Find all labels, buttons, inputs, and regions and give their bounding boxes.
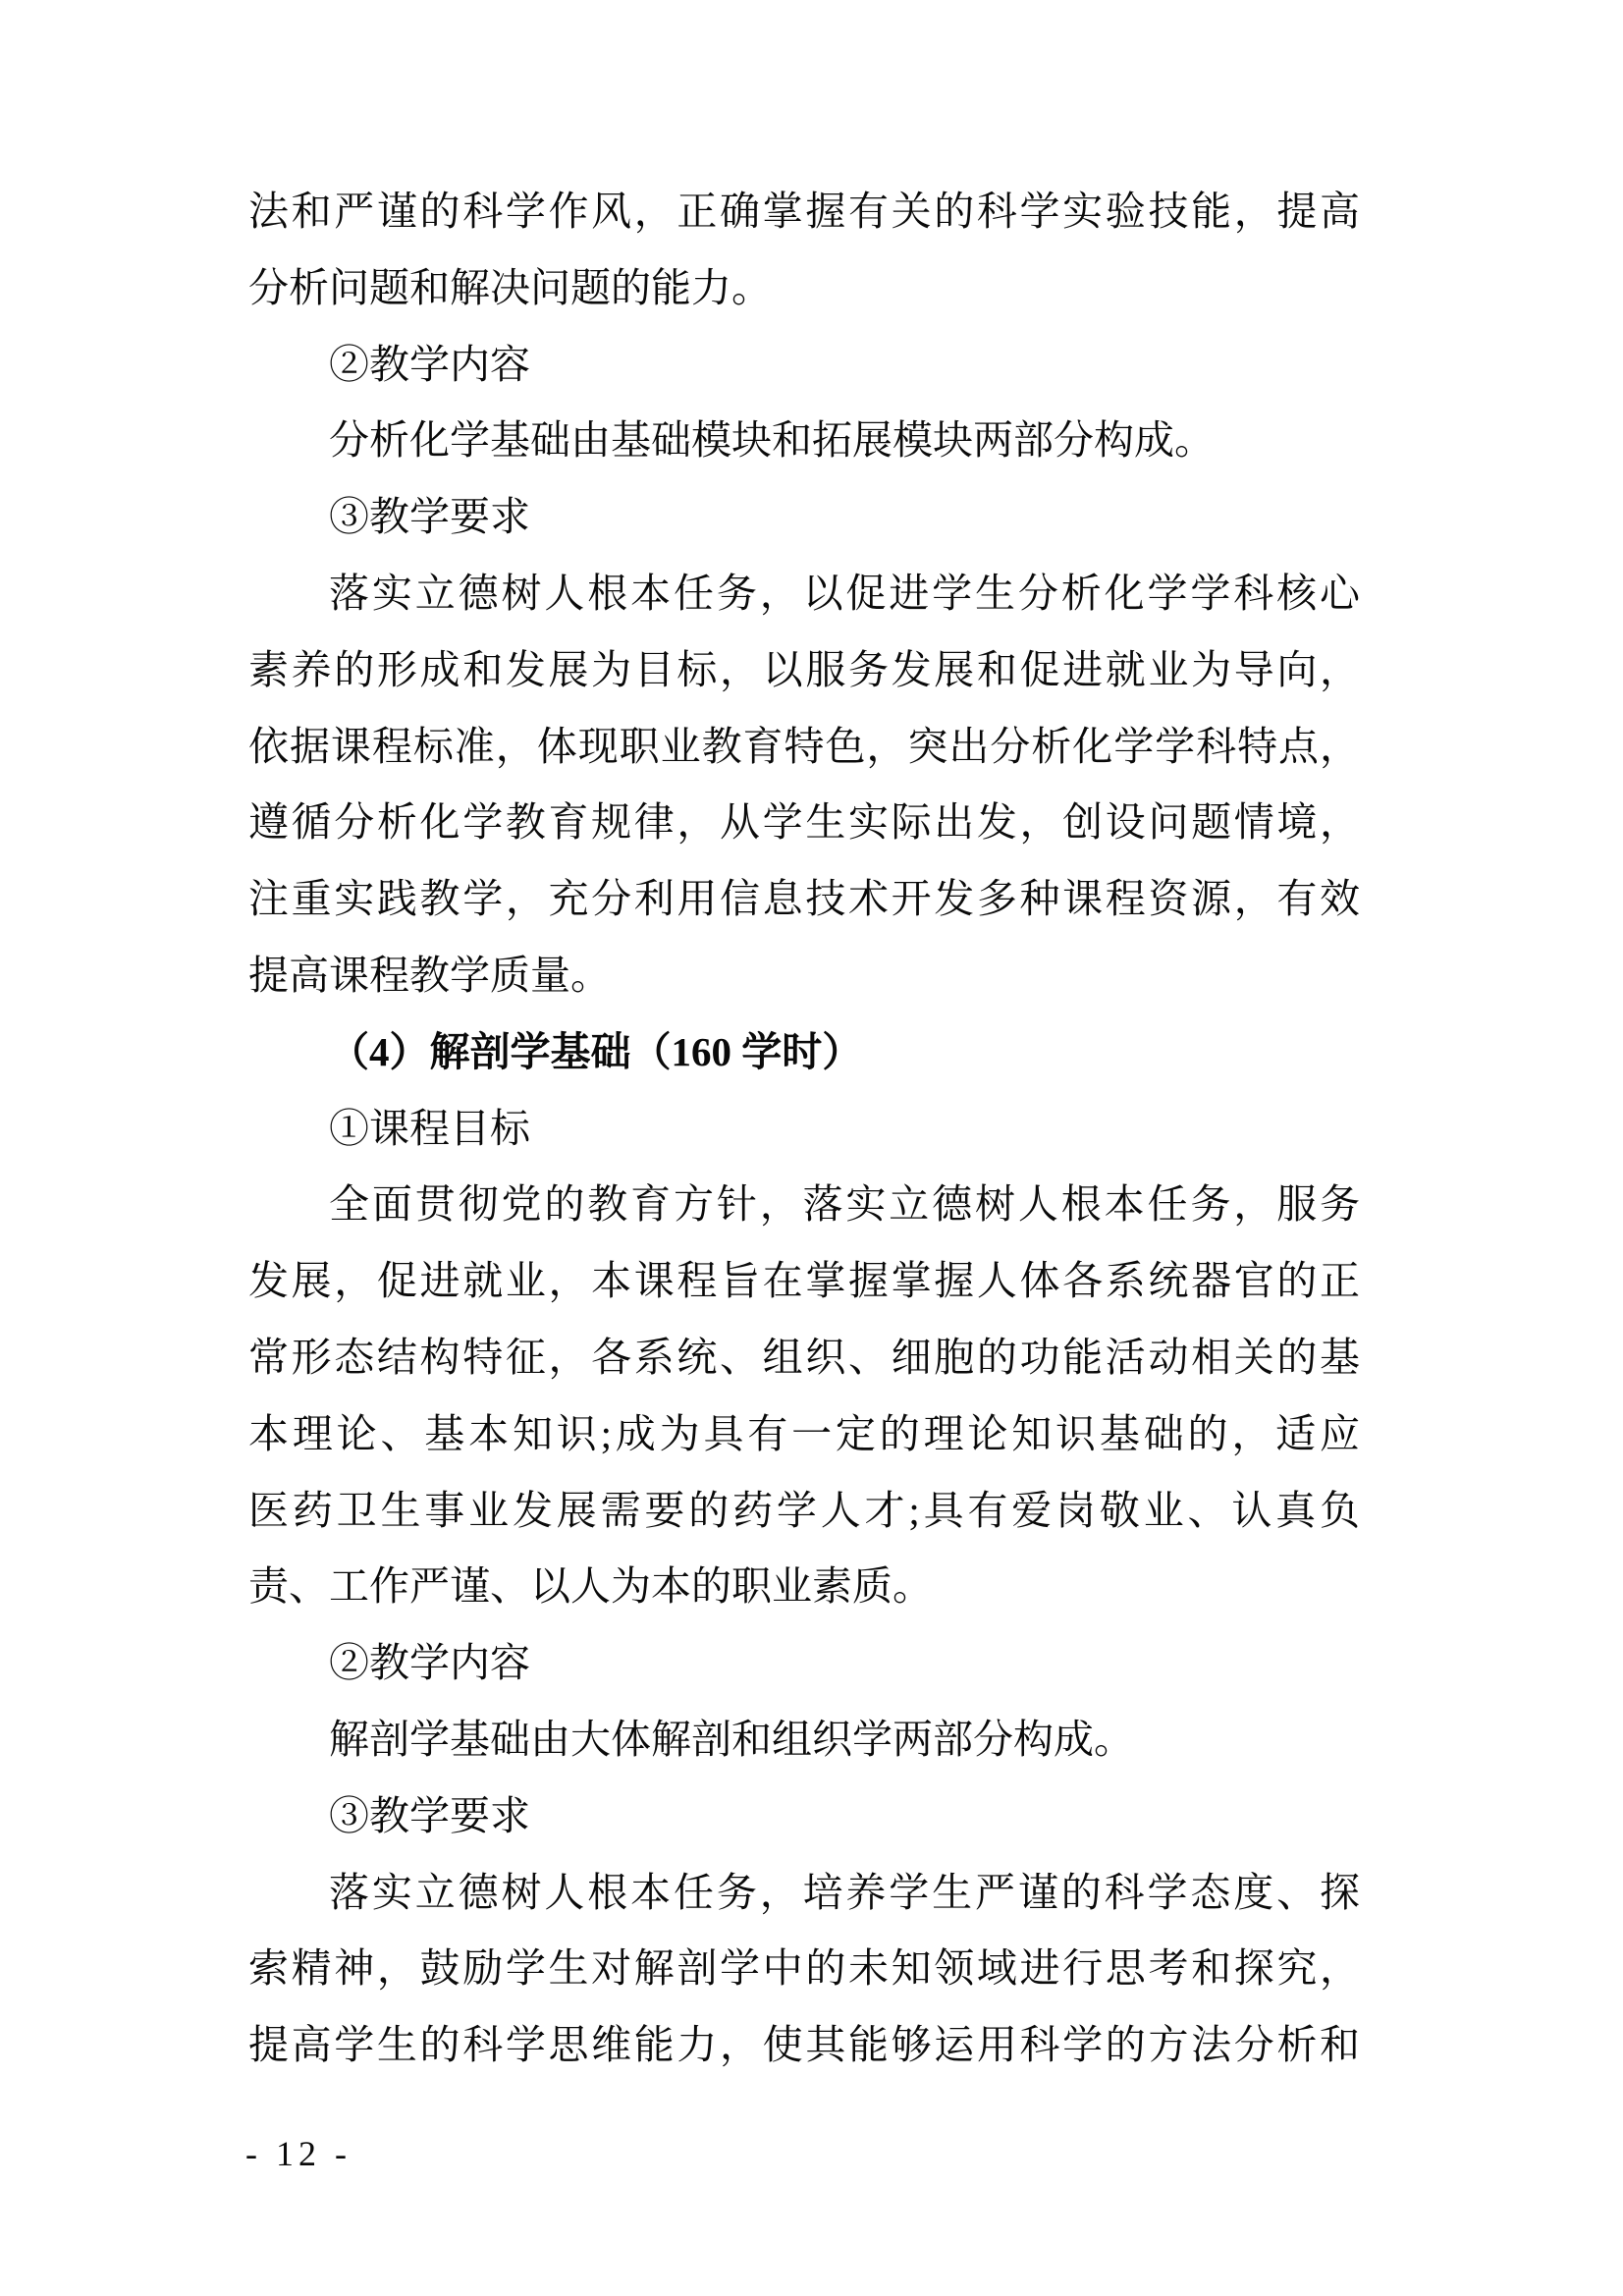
para-line: 提高学生的科学思维能力，使其能够运用科学的方法分析和 xyxy=(248,2022,1360,2068)
para-line: 依据课程标准，体现职业教育特色，突出分析化学学科特点， xyxy=(248,723,1360,769)
para-continuation-line: 法和严谨的科学作风，正确掌握有关的科学实验技能，提高 xyxy=(248,189,1360,234)
para-line: 解剖学基础由大体解剖和组织学两部分构成。 xyxy=(329,1716,1134,1762)
para-line: 全面贯彻党的教育方针，落实立德树人根本任务，服务 xyxy=(329,1181,1360,1228)
page-number: - 12 - xyxy=(245,2134,352,2173)
para-line: 落实立德树人根本任务，培养学生严谨的科学态度、探 xyxy=(329,1869,1360,1915)
para-line: 医药卫生事业发展需要的药学人才;具有爱岗敬业、认真负 xyxy=(248,1487,1360,1533)
para-line: 常形态结构特征，各系统、组织、细胞的功能活动相关的基 xyxy=(248,1334,1360,1380)
para-line: 本理论、基本知识;成为具有一定的理论知识基础的，适应 xyxy=(248,1410,1360,1456)
para-line: 索精神，鼓励学生对解剖学中的未知领域进行思考和探究， xyxy=(248,1945,1360,1992)
para-line: 提高课程教学质量。 xyxy=(248,952,611,998)
para-line: 分析问题和解决问题的能力。 xyxy=(248,264,772,310)
para-line: 落实立德树人根本任务，以促进学生分析化学学科核心 xyxy=(329,570,1360,616)
subsection-label-teaching-content-2: ②教学内容 xyxy=(329,1640,530,1686)
document-body xyxy=(248,174,1360,2084)
para-line: 发展，促进就业，本课程旨在掌握掌握人体各系统器官的正 xyxy=(248,1258,1360,1304)
para-line: 分析化学基础由基础模块和拓展模块两部分构成。 xyxy=(329,417,1215,464)
subsection-label-teaching-requirements: ③教学要求 xyxy=(329,494,530,540)
para-line: 遵循分析化学教育规律，从学生实际出发，创设问题情境， xyxy=(248,799,1360,846)
subsection-label-course-objectives: ①课程目标 xyxy=(329,1105,530,1151)
para-line: 责、工作严谨、以人为本的职业素质。 xyxy=(248,1563,933,1610)
subsection-label-teaching-content: ②教学内容 xyxy=(329,341,530,387)
para-line: 素养的形成和发展为目标，以服务发展和促进就业为导向， xyxy=(248,646,1360,692)
subsection-label-teaching-requirements-2: ③教学要求 xyxy=(329,1792,530,1838)
para-line: 注重实践教学，充分利用信息技术开发多种课程资源，有效 xyxy=(248,876,1360,922)
section-heading-anatomy-course: （4）解剖学基础（160 学时） xyxy=(329,1028,863,1074)
